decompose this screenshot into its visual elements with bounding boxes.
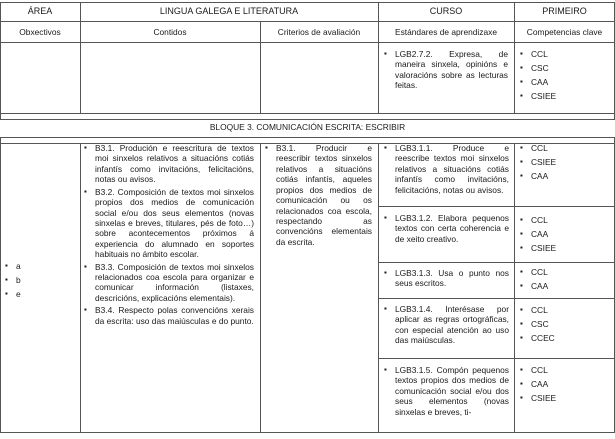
competences-cell xyxy=(520,143,610,185)
standard-cell xyxy=(384,268,509,289)
competences-cell xyxy=(520,305,610,347)
competences-cell xyxy=(520,267,610,295)
content-item: ▪ B3.2. Composición de textos moi sinxelos propios dos medios de comunicación social e/ou dos seus elementos (novas sinxelas e breves, titulares, pés de foto…) sobre acontecementos próximos á experiencia do alumnado en soportes habituais no ámbito escolar. xyxy=(84,187,254,260)
competence-item: ▪ CSC xyxy=(520,319,610,329)
competence-item: ▪ CCL xyxy=(520,267,610,277)
content-item: ▪ B3.1. Produción e reescritura de textos moi sinxelos relativos a situacións cotiás infantís como invitacións, felicitacións, notas ou avisos. xyxy=(84,143,254,185)
competences-cell xyxy=(520,365,610,407)
column-contents: Contidos xyxy=(153,27,187,37)
standard-item: ▪ LGB3.1.5. Compón pequenos textos propios dos medios de comunicación social e/ou dos seus elementos (novas sinxelas e breves, ti- xyxy=(384,365,509,417)
column-objectives: Obxectivos xyxy=(19,27,61,37)
standard-cell xyxy=(384,304,509,346)
competence-item: ▪ CCL xyxy=(520,143,610,153)
standard-cell xyxy=(384,143,509,195)
content-item: ▪ B3.3. Composición de textos moi sinxelos relacionados coa escola para organizar e comunicar información (listaxes, descricións, explicacións elementais). xyxy=(84,262,254,304)
standard-item: ▪ LGB3.1.2. Elabora pequenos textos con certa coherencia e de xeito creativo. xyxy=(384,213,509,244)
carryover-competences-cell xyxy=(520,49,610,105)
competence-item: ▪ CCEC xyxy=(520,333,610,343)
objective-item: ▪ e xyxy=(5,289,75,299)
column-criteria: Criterios de avaliación xyxy=(277,27,361,37)
contents-cell xyxy=(84,143,254,328)
competence-item: ▪ CSIEE xyxy=(520,157,610,167)
competence-item: ▪ CAA xyxy=(520,171,610,181)
competence-item: ▪ CAA xyxy=(520,77,610,87)
competence-item: ▪ CCL xyxy=(520,215,610,225)
course-label: CURSO xyxy=(429,6,463,16)
standard-item: ▪ LGB3.1.3. Usa o punto nos seus escritos. xyxy=(384,268,509,289)
criterion-item: ▪ B3.1. Producir e reescribir textos sinxelos relativos a situacións cotiás infantís, aqueles propios dos medios de comunicación ou os relacionados coa escola, respectando as convencións elementais da escrita. xyxy=(265,143,372,247)
competence-item: ▪ CAA xyxy=(520,379,610,389)
competence-item: ▪ CAA xyxy=(520,281,610,291)
competence-item: ▪ CCL xyxy=(520,49,610,59)
standard-cell xyxy=(384,213,509,244)
standard-item: ▪ LGB3.1.4. Interésase por aplicar as regras ortográficas, con especial atención ao uso das maiúsculas. xyxy=(384,304,509,346)
content-item: ▪ B3.4. Respecto polas convencións xerais da escrita: uso das maiúsculas e do punto. xyxy=(84,305,254,326)
competence-item: ▪ CSIEE xyxy=(520,393,610,403)
criteria-cell xyxy=(265,143,372,247)
competence-item: ▪ CSIEE xyxy=(520,243,610,253)
competences-cell xyxy=(520,215,610,257)
objectives-cell xyxy=(5,261,75,303)
course-value: PRIMEIRO xyxy=(542,6,587,16)
competence-item: ▪ CSC xyxy=(520,63,610,73)
standard-item: ▪ LGB3.1.1. Produce e reescribe textos moi sinxelos relativos a situacións cotiás infantís como invitacións, felicitacións, notas ou avisos. xyxy=(384,143,509,195)
objective-item: ▪ b xyxy=(5,275,75,285)
competence-item: ▪ CCL xyxy=(520,365,610,375)
competence-item: ▪ CAA xyxy=(520,229,610,239)
carryover-standard-cell xyxy=(384,49,508,91)
block-title: BLOQUE 3. COMUNICACIÓN ESCRITA: ESCRIBIR xyxy=(209,122,406,132)
subject-title: LINGUA GALEGA E LITERATURA xyxy=(159,6,299,16)
objective-item: ▪ a xyxy=(5,261,75,271)
carryover-standard: ▪ LGB2.7.2. Expresa, de maneira sinxela, opinións e valoracións sobre as lecturas feitas. xyxy=(384,49,508,91)
competence-item: ▪ CCL xyxy=(520,305,610,315)
column-competences: Competencias clave xyxy=(526,27,603,37)
area-label: ÁREA xyxy=(27,6,53,16)
column-standards: Estándares de aprendizaxe xyxy=(395,27,497,37)
standard-cell xyxy=(384,365,509,417)
competence-item: ▪ CSIEE xyxy=(520,91,610,101)
